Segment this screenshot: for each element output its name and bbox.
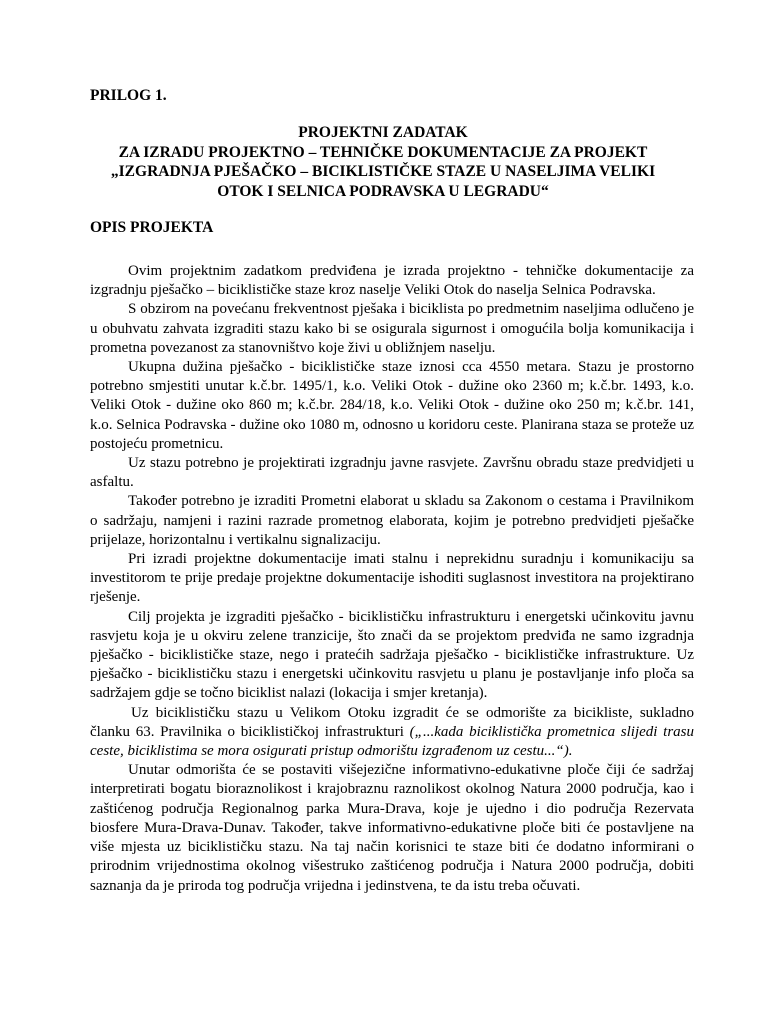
paragraph: Cilj projekta je izgraditi pješačko - biciklističku infrastrukturu i energetski učinkovitu javnu rasvjetu koja je u okviru zelene tranzicije, što znači da se projektom predviđa ne samo izgradnja pješačko - biciklističke staze, nego i pratećih sadržaja pješačko - biciklističke infrastrukture. Uz pješačko - biciklističku stazu i energetski učinkovitu rasvjetu u planu je postavljanje info ploča sa sadržajem gdje se točno biciklist nalazi (lokacija i smjer kretanja). xyxy=(90,608,694,702)
paragraph: Unutar odmorišta će se postaviti višejezične informativno-edukativne ploče čiji će sadržaj interpretirati bogatu bioraznolikost i krajobraznu raznolikost okolnog Natura 2000 područja, kao i zaštićenog područja Regionalnog parka Mura-Drava, koje je ujedno i dio područja Rezervata biosfere Mura-Drava-Dunav. Također, takve informativno-edukativne ploče biti će postavljene na više mjesta uz biciklističku stazu. Na taj način korisnici te staze biti će dodatno informirani o prirodnim vrijednostima okolnog višestruko zaštićenog područja i Natura 2000 područja, dobiti saznanja da je priroda tog područja vrijedna i jedinstvena, te da istu treba očuvati. xyxy=(90,762,694,894)
document-body xyxy=(90,262,694,896)
paragraph: Također potrebno je izraditi Prometni elaborat u skladu sa Zakonom o cestama i Pravilnikom o sadržaju, namjeni i razini razrade prometnog elaborata, kojim je potrebno predvidjeti pješačke prijelaze, horizontalnu i vertikalnu signalizaciju. xyxy=(90,493,694,548)
title-line: „IZGRADNJA PJEŠAČKO – BICIKLISTIČKE STAZE U NASELJIMA VELIKI xyxy=(110,163,656,180)
title-line: ZA IZRADU PROJEKTNO – TEHNIČKE DOKUMENTACIJE ZA PROJEKT xyxy=(118,143,648,161)
paragraph: Pri izradi projektne dokumentacije imati stalnu i neprekidnu suradnju i komunikaciju sa investitorom te prije predaje projektne dokumentacije ishoditi suglasnost investitora na projektirano rješenje. xyxy=(90,551,694,606)
section-heading: OPIS PROJEKTA xyxy=(90,219,214,236)
document-title xyxy=(90,123,676,201)
title-line: PROJEKTNI ZADATAK xyxy=(298,124,468,141)
paragraph: Uz stazu potrebno je projektirati izgradnju javne rasvjete. Završnu obradu staze predvidjeti u asfaltu. xyxy=(90,455,694,491)
paragraph-rest-area xyxy=(90,704,694,762)
annex-label: PRILOG 1. xyxy=(90,87,167,104)
paragraph: Ovim projektnim zadatkom predviđena je izrada projektno - tehničke dokumentacije za izgradnju pješačko – biciklističke staze kroz naselje Veliki Otok do naselja Selnica Podravska. xyxy=(90,263,694,299)
paragraph: S obzirom na povećanu frekventnost pješaka i biciklista po predmetnim naseljima odlučeno je u obuhvatu zahvata izgraditi stazu kako bi se osigurala sigurnost i omogućila bolja komunikacija i prometna povezanost za stanovništvo koje živi u obližnjem naselju. xyxy=(90,301,694,356)
regulation-quote: („...kada biciklistička prometnica slijedi trasu ceste, biciklistima se mora osigurati pristup odmorištu izgrađenom uz cestu...“). xyxy=(90,723,695,760)
paragraph-rest-text: Uz biciklističku stazu u Velikom Otoku izgradit će se odmorište za bicikliste, sukladno članku 63. Pravilnika o biciklističkoj infrastrukturi xyxy=(90,704,694,740)
title-line: OTOK I SELNICA PODRAVSKA U LEGRADU“ xyxy=(217,182,549,200)
paragraph: Ukupna dužina pješačko - biciklističke staze iznosi cca 4550 metara. Stazu je prostorno potrebno smjestiti unutar k.č.br. 1495/1, k.o. Veliki Otok - dužine oko 2360 m; k.č.br. 1493, k.o. Veliki Otok - dužine oko 860 m; k.č.br. 284/18, k.o. Veliki Otok - dužine oko 250 m; k.č.br. 141, k.o. Selnica Podravska - dužine oko 1080 m, odnosno u koridoru ceste. Planirana staza se proteže uz postojeću prometnicu. xyxy=(90,359,694,452)
